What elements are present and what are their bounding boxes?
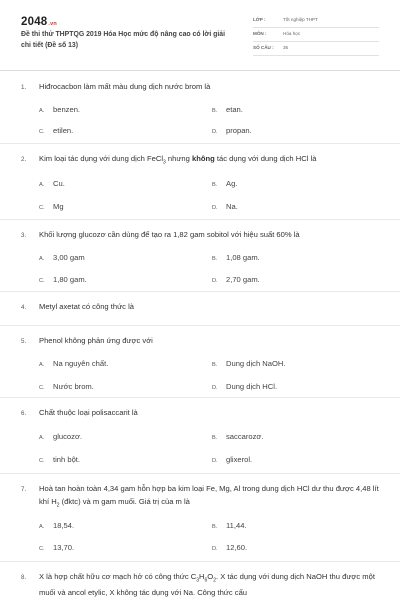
question-8 (0, 562, 400, 600)
option-text: Cu. (53, 179, 65, 188)
option-label: A. (39, 108, 45, 114)
option-text: tinh bột. (53, 455, 81, 464)
option-d[interactable] (212, 126, 252, 135)
question-text: Metyl axetat có công thức là (39, 302, 134, 311)
logo-suffix: .vn (48, 21, 57, 27)
option-text: Ag. (226, 179, 238, 188)
meta-subject-value: Hóa học (283, 31, 301, 36)
option-text: etilen. (53, 126, 74, 135)
option-label: D. (212, 129, 218, 135)
option-b[interactable] (212, 105, 243, 114)
text-segment: Kim loại tác dụng với dung dịch FeCl (39, 154, 164, 163)
question-number: 1. (21, 84, 27, 91)
option-text: Na. (226, 202, 238, 211)
header-divider (0, 70, 400, 71)
option-a[interactable] (39, 179, 65, 188)
option-label: D. (212, 546, 218, 552)
option-b[interactable] (212, 521, 247, 530)
text-segment: Hoà tan hoàn toàn 4,34 gam hỗn hợp ba kim loại Fe, Mg, Al trong dung dịch HCl dư thu được 4,48 lít khí H (39, 484, 379, 506)
option-label: D. (212, 458, 218, 464)
option-label: C. (39, 205, 45, 211)
option-label: C. (39, 278, 45, 284)
question-5 (0, 326, 400, 398)
option-text: 13,70. (53, 543, 75, 552)
option-text: 1,08 gam. (226, 253, 260, 262)
question-number: 3. (21, 232, 27, 239)
exam-title: Đề thi thử THPTQG 2019 Hóa Học mức độ nâng cao có lời giải chi tiết (Đề số 13) (21, 31, 226, 49)
logo-text: 2048 (21, 16, 48, 28)
option-b[interactable] (212, 432, 263, 441)
option-d[interactable] (212, 382, 277, 391)
question-number: 4. (21, 304, 27, 311)
option-a[interactable] (39, 105, 80, 114)
option-text: 11,44. (226, 521, 247, 530)
option-text: propan. (226, 126, 252, 135)
option-a[interactable] (39, 432, 82, 441)
text-segment: nhưng (165, 154, 192, 163)
option-a[interactable] (39, 521, 74, 530)
question-text (39, 153, 379, 169)
question-text (39, 571, 379, 600)
option-label: A. (39, 256, 45, 262)
option-label: D. (212, 278, 218, 284)
question-number: 2. (21, 156, 27, 163)
option-c[interactable] (39, 275, 87, 284)
question-text: Khối lượng glucozơ cần dùng để tạo ra 1,82 gam sobitol với hiệu suất 60% là (39, 230, 300, 239)
option-text: Mg (53, 202, 64, 211)
meta-class-value: Tốt nghiệp THPT (283, 17, 318, 22)
option-label: C. (39, 129, 45, 135)
option-label: B. (212, 524, 218, 530)
option-text: 3,00 gam (53, 253, 85, 262)
meta-subject-key: MÔN : (253, 31, 267, 36)
option-label: A. (39, 524, 45, 530)
option-label: C. (39, 546, 45, 552)
meta-class-key: LỚP : (253, 17, 266, 22)
question-number: 8. (21, 574, 27, 581)
option-label: C. (39, 385, 45, 391)
subscript: 6 (204, 577, 208, 584)
option-label: B. (212, 256, 218, 262)
option-a[interactable] (39, 253, 85, 262)
option-text: Nước brom. (53, 382, 94, 391)
question-2 (0, 144, 400, 220)
option-b[interactable] (212, 253, 260, 262)
option-label: A. (39, 182, 45, 188)
option-d[interactable] (212, 202, 238, 211)
meta-subject-row (253, 29, 379, 42)
meta-count-key: SỐ CÂU : (253, 45, 274, 50)
option-text: 2,70 gam. (226, 275, 260, 284)
option-text: Dung dịch HCl. (226, 382, 278, 391)
option-text: 18,54. (53, 521, 75, 530)
text-segment: H (199, 572, 205, 581)
text-segment: O (207, 572, 214, 581)
option-text: glixerol. (226, 455, 253, 464)
meta-count-value: 36 (283, 45, 289, 50)
text-segment: tác dụng với dung dịch HCl là (214, 154, 317, 163)
option-b[interactable] (212, 359, 286, 368)
option-label: B. (212, 182, 218, 188)
option-text: etan. (226, 105, 243, 114)
option-text: Na nguyên chất. (53, 359, 109, 368)
text-segment: . X tác dụng với dung dịch NaOH thu được một muối và ancol etylic, X không tác dụng với Na. Công thức cấu (39, 572, 375, 598)
option-b[interactable] (212, 179, 237, 188)
question-3 (0, 220, 400, 292)
option-label: C. (39, 458, 45, 464)
site-logo[interactable] (21, 16, 57, 28)
question-text: Chất thuộc loại polisaccarit là (39, 408, 138, 417)
option-a[interactable] (39, 359, 108, 368)
option-text: benzen. (53, 105, 81, 114)
option-label: D. (212, 205, 218, 211)
meta-class-row (253, 15, 379, 28)
subscript: 2 (56, 502, 60, 509)
option-d[interactable] (212, 275, 260, 284)
option-text: 12,60. (226, 543, 248, 552)
question-4 (0, 292, 400, 326)
question-1 (0, 72, 400, 144)
meta-count-row (253, 43, 379, 56)
emphasis: không (192, 154, 215, 163)
text-segment: X là hợp chất hữu cơ mạch hở có công thức C (39, 572, 197, 581)
question-text (39, 483, 379, 512)
question-text: Hiđrocacbon làm mất màu dung dịch nước brom là (39, 82, 211, 91)
option-c[interactable] (39, 126, 73, 135)
option-text: 1,80 gam. (53, 275, 87, 284)
option-label: A. (39, 362, 45, 368)
page-header (0, 0, 400, 72)
option-label: B. (212, 108, 218, 114)
question-text: Phenol không phản ứng được với (39, 336, 153, 345)
text-segment: (đktc) và m gam muối. Giá trị của m là (59, 496, 190, 506)
question-number: 7. (21, 486, 27, 493)
option-text: saccarozơ. (226, 432, 264, 441)
option-text: Dung dịch NaOH. (226, 359, 286, 368)
option-c[interactable] (39, 382, 94, 391)
option-text: glucozơ. (53, 432, 83, 441)
question-7 (0, 474, 400, 562)
option-c[interactable] (39, 543, 74, 552)
option-c[interactable] (39, 202, 64, 211)
option-d[interactable] (212, 455, 252, 464)
option-c[interactable] (39, 455, 80, 464)
option-label: B. (212, 435, 218, 441)
option-label: B. (212, 362, 218, 368)
question-number: 6. (21, 410, 27, 417)
question-6 (0, 398, 400, 474)
subscript: 3 (196, 577, 200, 584)
option-d[interactable] (212, 543, 247, 552)
option-label: A. (39, 435, 45, 441)
question-number: 5. (21, 338, 27, 345)
subscript: 3 (163, 159, 166, 166)
option-label: D. (212, 385, 218, 391)
subscript: 2 (213, 577, 216, 584)
